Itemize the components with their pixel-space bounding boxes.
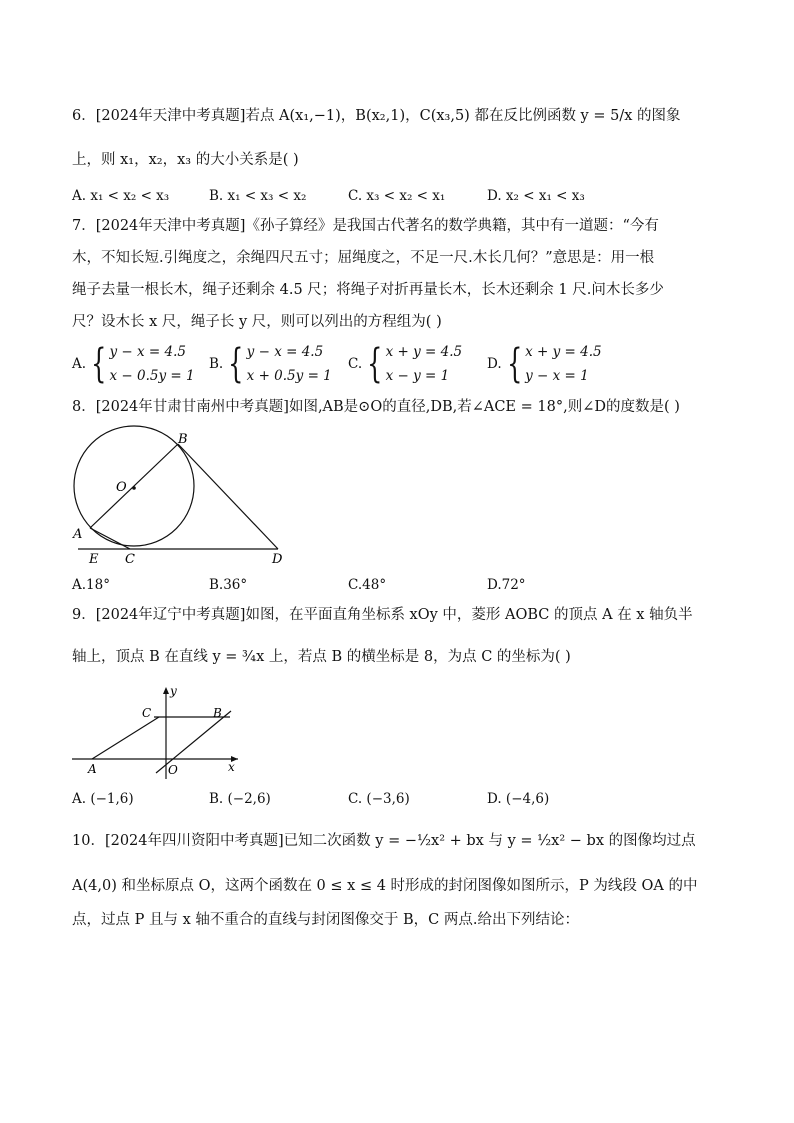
q7-option-a-eq2: x − 0.5y = 1 bbox=[109, 368, 195, 384]
label-o: O bbox=[168, 763, 178, 777]
q7-option-c-label: C. bbox=[348, 356, 363, 372]
q8-circle-figure bbox=[64, 410, 294, 570]
q7-option-c-eq1: x + y = 4.5 bbox=[385, 344, 463, 360]
q6-line-2: 上，则 x₁，x₂，x₃ 的大小关系是( ) bbox=[72, 152, 299, 168]
q6-option-b[interactable]: B. x₁ < x₃ < x₂ bbox=[209, 188, 307, 204]
q7-option-b-eq2: x + 0.5y = 1 bbox=[246, 368, 332, 384]
q6-line-1: 6．[2024年天津中考真题]若点 A(x₁,−1)，B(x₂,1)，C(x₃,5) 都在反比例函数 y = 5/x 的图象 bbox=[72, 108, 681, 124]
label-x: x bbox=[228, 760, 235, 774]
segment-ac bbox=[90, 528, 130, 549]
q7-option-d-label: D. bbox=[487, 356, 502, 372]
brace-icon: { bbox=[367, 341, 383, 387]
q9-rhombus-figure bbox=[68, 683, 248, 783]
label-b: B bbox=[178, 432, 188, 447]
q7-line-1: 7．[2024年天津中考真题]《孙子算经》是我国古代著名的数学典籍，其中有一道题：“今有 bbox=[72, 218, 659, 234]
label-a: A bbox=[73, 527, 83, 542]
q7-line-2: 木，不知长短.引绳度之，余绳四尺五寸；屈绳度之，不足一尺.木长几何？”意思是：用一根 bbox=[72, 250, 655, 266]
label-e: E bbox=[89, 552, 99, 567]
q8-option-c[interactable]: C.48° bbox=[348, 577, 387, 593]
q10-line-3: 点，过点 P 且与 x 轴不重合的直线与封闭图像交于 B，C 两点.给出下列结论： bbox=[72, 912, 579, 928]
q7-option-d[interactable] bbox=[487, 340, 602, 388]
q7-option-a-eq1: y − x = 4.5 bbox=[109, 344, 186, 360]
q8-line-1: 8．[2024年甘肃甘南州中考真题]如图,AB是⊙O的直径,DB,若∠ACE = 18°,则∠D的度数是( ) bbox=[72, 399, 680, 415]
q6-option-a[interactable]: A. x₁ < x₂ < x₃ bbox=[72, 188, 170, 204]
label-a: A bbox=[88, 762, 97, 776]
label-c: C bbox=[142, 706, 152, 720]
q6-option-c[interactable]: C. x₃ < x₂ < x₁ bbox=[348, 188, 446, 204]
diameter-ab bbox=[90, 444, 178, 528]
q7-option-b-label: B. bbox=[209, 356, 224, 372]
brace-icon: { bbox=[91, 341, 107, 387]
q7-option-a[interactable] bbox=[72, 340, 195, 388]
label-o: O bbox=[116, 480, 127, 495]
q7-option-b[interactable] bbox=[209, 340, 332, 388]
center-dot bbox=[132, 486, 136, 490]
q9-line-2: 轴上，顶点 B 在直线 y = ¾x 上，若点 B 的横坐标是 8，为点 C 的坐标为( ) bbox=[72, 649, 571, 665]
q10-line-2: A(4,0) 和坐标原点 O，这两个函数在 0 ≤ x ≤ 4 时形成的封闭图像如图所示，P 为线段 OA 的中 bbox=[72, 878, 698, 894]
q7-line-3: 绳子去量一根长木，绳子还剩余 4.5 尺；将绳子对折再量长木，长木还剩余 1 尺.问木长多少 bbox=[72, 282, 664, 298]
label-b: B bbox=[213, 706, 222, 720]
q8-option-a[interactable]: A.18° bbox=[72, 577, 110, 593]
label-d: D bbox=[272, 552, 283, 567]
q6-option-d[interactable]: D. x₂ < x₁ < x₃ bbox=[487, 188, 585, 204]
side-ac bbox=[92, 717, 159, 759]
q7-option-c[interactable] bbox=[348, 340, 462, 388]
q7-line-4: 尺？设木长 x 尺，绳子长 y 尺，则可以列出的方程组为( ) bbox=[72, 314, 442, 330]
q9-option-b[interactable]: B. (−2,6) bbox=[209, 791, 271, 807]
q9-option-c[interactable]: C. (−3,6) bbox=[348, 791, 410, 807]
q8-option-d[interactable]: D.72° bbox=[487, 577, 526, 593]
q8-option-b[interactable]: B.36° bbox=[209, 577, 248, 593]
q10-line-1: 10．[2024年四川资阳中考真题]已知二次函数 y = −½x² + bx 与 y = ½x² − bx 的图像均过点 bbox=[72, 833, 696, 849]
brace-icon: { bbox=[228, 341, 244, 387]
q7-option-b-eq1: y − x = 4.5 bbox=[246, 344, 324, 360]
y-axis-arrow-icon bbox=[163, 687, 169, 694]
label-y: y bbox=[170, 684, 177, 698]
label-c: C bbox=[125, 552, 135, 567]
q7-option-a-label: A. bbox=[72, 356, 87, 372]
brace-icon: { bbox=[506, 341, 523, 387]
q7-option-d-eq2: y − x = 1 bbox=[525, 368, 589, 384]
q9-line-1: 9．[2024年辽宁中考真题]如图，在平面直角坐标系 xOy 中，菱形 AOBC 的顶点 A 在 x 轴负半 bbox=[72, 607, 693, 623]
q9-option-a[interactable]: A. (−1,6) bbox=[72, 791, 134, 807]
q9-option-d[interactable]: D. (−4,6) bbox=[487, 791, 550, 807]
q7-option-d-eq1: x + y = 4.5 bbox=[525, 344, 602, 360]
q7-option-c-eq2: x − y = 1 bbox=[385, 368, 450, 384]
